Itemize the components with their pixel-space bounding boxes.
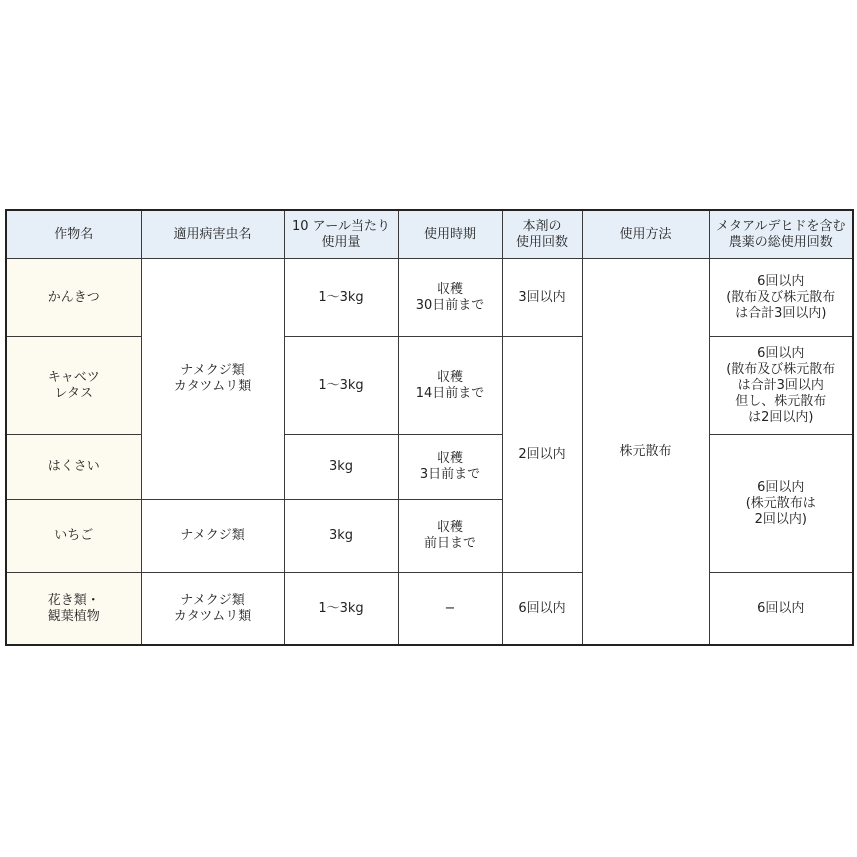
header-timing: 使用時期: [398, 210, 502, 259]
count-cell: 6回以内: [502, 573, 582, 646]
crop-cell: 花き類・ 観葉植物: [6, 573, 141, 646]
method-cell: 株元散布: [582, 259, 709, 646]
crop-cell: キャベツ レタス: [6, 337, 141, 435]
pest-cell: ナメクジ類 カタツムリ類: [141, 259, 284, 500]
crop-cell: はくさい: [6, 435, 141, 500]
timing-cell: −: [398, 573, 502, 646]
timing-cell: 収穫 30日前まで: [398, 259, 502, 337]
pesticide-usage-table: [5, 209, 854, 646]
total-cell: 6回以内 (散布及び株元散布 は合計3回以内): [709, 259, 853, 337]
amount-cell: 1〜3kg: [284, 259, 398, 337]
header-total: メタアルデヒドを含む 農薬の総使用回数: [709, 210, 853, 259]
timing-cell: 収穫 3日前まで: [398, 435, 502, 500]
amount-cell: 1〜3kg: [284, 573, 398, 646]
total-cell: 6回以内 (散布及び株元散布 は合計3回以内 但し、株元散布 は2回以内): [709, 337, 853, 435]
header-crop: 作物名: [6, 210, 141, 259]
table-header-row: [6, 210, 853, 259]
count-cell: 3回以内: [502, 259, 582, 337]
header-amount: 10 アール当たり 使用量: [284, 210, 398, 259]
crop-cell: かんきつ: [6, 259, 141, 337]
header-method: 使用方法: [582, 210, 709, 259]
total-cell: 6回以内: [709, 573, 853, 646]
amount-cell: 3kg: [284, 435, 398, 500]
crop-cell: いちご: [6, 500, 141, 573]
header-count: 本剤の 使用回数: [502, 210, 582, 259]
pest-cell: ナメクジ類 カタツムリ類: [141, 573, 284, 646]
timing-cell: 収穫 14日前まで: [398, 337, 502, 435]
timing-cell: 収穫 前日まで: [398, 500, 502, 573]
count-cell: 2回以内: [502, 337, 582, 573]
pest-cell: ナメクジ類: [141, 500, 284, 573]
total-cell: 6回以内 (株元散布は 2回以内): [709, 435, 853, 573]
table-row: [6, 337, 853, 435]
amount-cell: 1〜3kg: [284, 337, 398, 435]
header-pest: 適用病害虫名: [141, 210, 284, 259]
table-row: [6, 259, 853, 337]
table-row: [6, 435, 853, 500]
table-row: [6, 573, 853, 646]
amount-cell: 3kg: [284, 500, 398, 573]
